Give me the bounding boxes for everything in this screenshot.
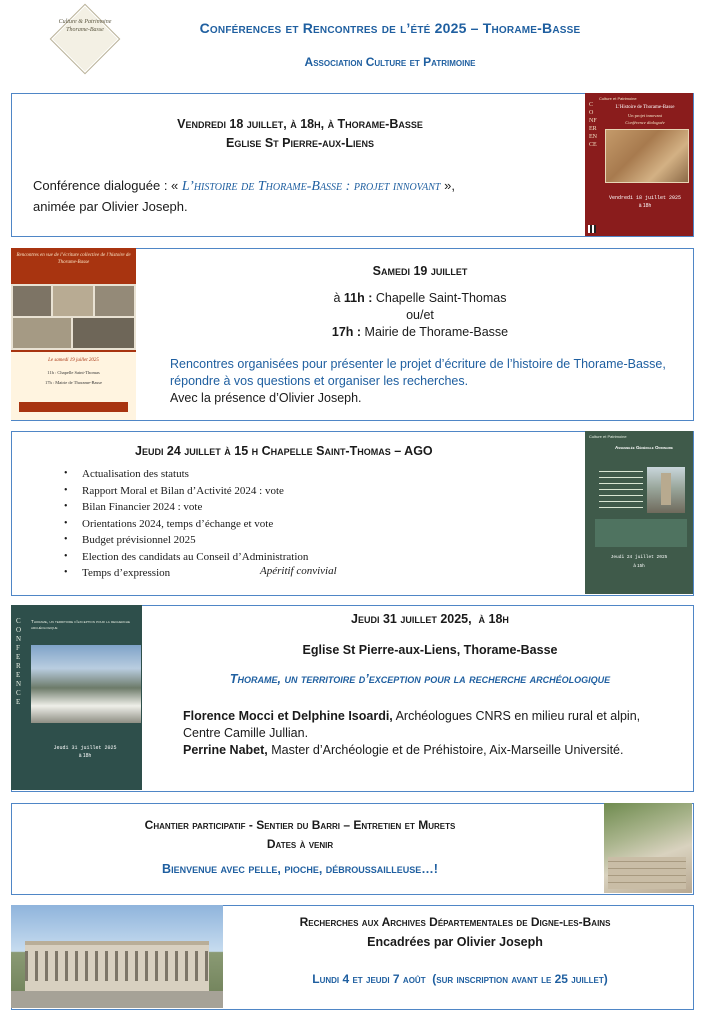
poster2-date: Le samedi 19 juillet 2025 xyxy=(48,358,99,363)
poster3-info-band xyxy=(595,519,687,547)
poster4-time: à 18h xyxy=(78,753,92,759)
poster4-date: Jeudi 31 juillet 2025 xyxy=(53,745,117,751)
qr-code-icon xyxy=(588,225,596,233)
poster2-top: Rencontres en vue de l’écriture collective de l’histoire de Thorame-Basse xyxy=(16,253,131,265)
event1-description xyxy=(33,176,573,217)
poster4-vertical-text: CONFERENCE xyxy=(16,617,22,706)
event4-talk-title: Thorame, un territoire d’exception pour la recherche archéologique xyxy=(229,672,611,686)
poster3-date: Jeudi 24 juillet 2025 xyxy=(610,555,668,560)
poster4-title: Thorame, un territoire d’exception pour la recherche archéologique xyxy=(31,619,130,630)
event2-slot2 xyxy=(260,325,580,339)
poster2-line1: 11h : Chapelle Saint-Thomas xyxy=(47,370,100,375)
event4-place: Eglise St Pierre-aux-Liens, Thorame-Basse xyxy=(302,643,558,657)
event2-poster xyxy=(11,248,136,420)
poster2-photos xyxy=(11,284,136,350)
event6-title: Recherches aux Archives Départementales de Digne-les-Bains xyxy=(299,915,611,929)
poster1-top: Culture et Patrimoine xyxy=(599,96,637,101)
event6-dates: Lundi 4 et jeudi 7 août (sur inscription avant le 25 juillet) xyxy=(312,972,608,986)
event2-slot2-place: Mairie de Thorame-Basse xyxy=(361,325,509,339)
page-title: Conférences et Rencontres de l’été 2025 – Thorame-Basse xyxy=(199,20,581,36)
event5-dates: Dates à venir xyxy=(266,837,334,851)
event4-speaker2-role: Master d’Archéologie et de Préhistoire, Aix-Marseille Université. xyxy=(267,743,624,757)
poster2-line2: 17h : Mairie de Thorame-Basse xyxy=(45,380,102,385)
event2-slot1 xyxy=(260,291,580,305)
agenda-item: • Actualisation des statuts xyxy=(62,466,562,483)
event4-speaker2-name: Perrine Nabet, xyxy=(183,743,268,757)
agenda-item: • Rapport Moral et Bilan d’Activité 2024 : vote xyxy=(62,483,562,500)
event1-place: Eglise St Pierre-aux-Liens xyxy=(226,136,374,150)
poster1-kind: Conférence dialoguée xyxy=(625,120,665,125)
page-subtitle: Association Culture et Patrimoine xyxy=(304,55,476,69)
event2-or: ou/et xyxy=(406,308,434,322)
event1-talk-title: L’histoire de Thorame-Basse : projet innovant xyxy=(181,179,441,194)
logo-text: Culture & Patrimoine Thorame-Basse xyxy=(58,19,112,33)
poster3-title: Assemblée Générale Ordinaire xyxy=(614,445,674,450)
poster2-panel xyxy=(11,352,136,420)
poster3-top: Culture et Patrimoine xyxy=(589,434,627,439)
event5-photo xyxy=(604,803,692,893)
poster3-list-lines xyxy=(599,471,643,511)
event4-speakers1-names: Florence Mocci et Delphine Isoardi, xyxy=(183,709,393,723)
event4-speakers xyxy=(183,708,673,759)
event3-aperitif: Apéritif convivial xyxy=(260,565,337,577)
poster3-chapel-photo xyxy=(647,467,685,513)
poster1-title: L’Histoire de Thorame-Basse xyxy=(615,105,675,110)
agenda-item: • Budget prévisionnel 2025 xyxy=(62,532,562,549)
poster1-date: Vendredi 18 juillet 2025 xyxy=(608,195,681,201)
event2-slot2-time: 17h : xyxy=(331,325,362,339)
event1-intro: Conférence dialoguée : « xyxy=(33,178,182,193)
poster1-time: à 18h xyxy=(638,203,652,209)
event5-welcome: Bienvenue avec pelle, pioche, débroussailleuse…! xyxy=(162,862,438,876)
poster1-sub: Un projet innovant xyxy=(628,113,662,118)
event6-photo-archives-building xyxy=(11,905,223,1008)
event5-title: Chantier participatif - Sentier du Barri – Entretien et Murets xyxy=(144,818,456,832)
event4-date: Jeudi 31 juillet 2025, à 18h xyxy=(351,612,509,626)
agenda-item: • Election des candidats au Conseil d’Administration xyxy=(62,549,562,566)
agenda-item: • Bilan Financier 2024 : vote xyxy=(62,499,562,516)
event4-poster xyxy=(11,605,142,790)
poster1-vertical-text: CONFERENCE xyxy=(589,102,597,148)
event2-date: Samedi 19 juillet xyxy=(372,264,468,278)
agenda-item: • Orientations 2024, temps d’échange et vote xyxy=(62,516,562,533)
event6-sub: Encadrées par Olivier Joseph xyxy=(367,935,543,949)
poster4-mountain-photo xyxy=(31,645,141,723)
agenda-item: • Temps d’expression xyxy=(62,565,562,582)
event2-slot1-prefix: à xyxy=(333,291,344,305)
event2-slot1-place: Chapelle Saint-Thomas xyxy=(372,291,507,305)
event2-presence: Avec la présence d’Olivier Joseph. xyxy=(170,391,362,405)
event2-description: Rencontres organisées pour présenter le projet d’écriture de l’histoire de Thorame-Basse, répondre à vos questions et organiser les recherches. xyxy=(170,357,666,388)
event4-speakers1-role: Archéologues CNRS en milieu rural et alpin, Centre Camille Jullian. xyxy=(183,709,641,740)
event1-poster xyxy=(585,93,693,236)
event1-host: animée par Olivier Joseph. xyxy=(33,199,188,214)
event2-slot1-time: 11h : xyxy=(343,291,373,305)
event3-poster xyxy=(585,431,693,594)
poster3-time: à 15h xyxy=(633,563,645,568)
event1-date: Vendredi 18 juillet, à 18h, à Thorame-Basse xyxy=(177,117,423,131)
event3-date: Jeudi 24 juillet à 15 h Chapelle Saint-Thomas – AGO xyxy=(135,444,433,458)
poster1-map-image xyxy=(605,129,689,183)
event1-closing: », xyxy=(440,178,455,193)
